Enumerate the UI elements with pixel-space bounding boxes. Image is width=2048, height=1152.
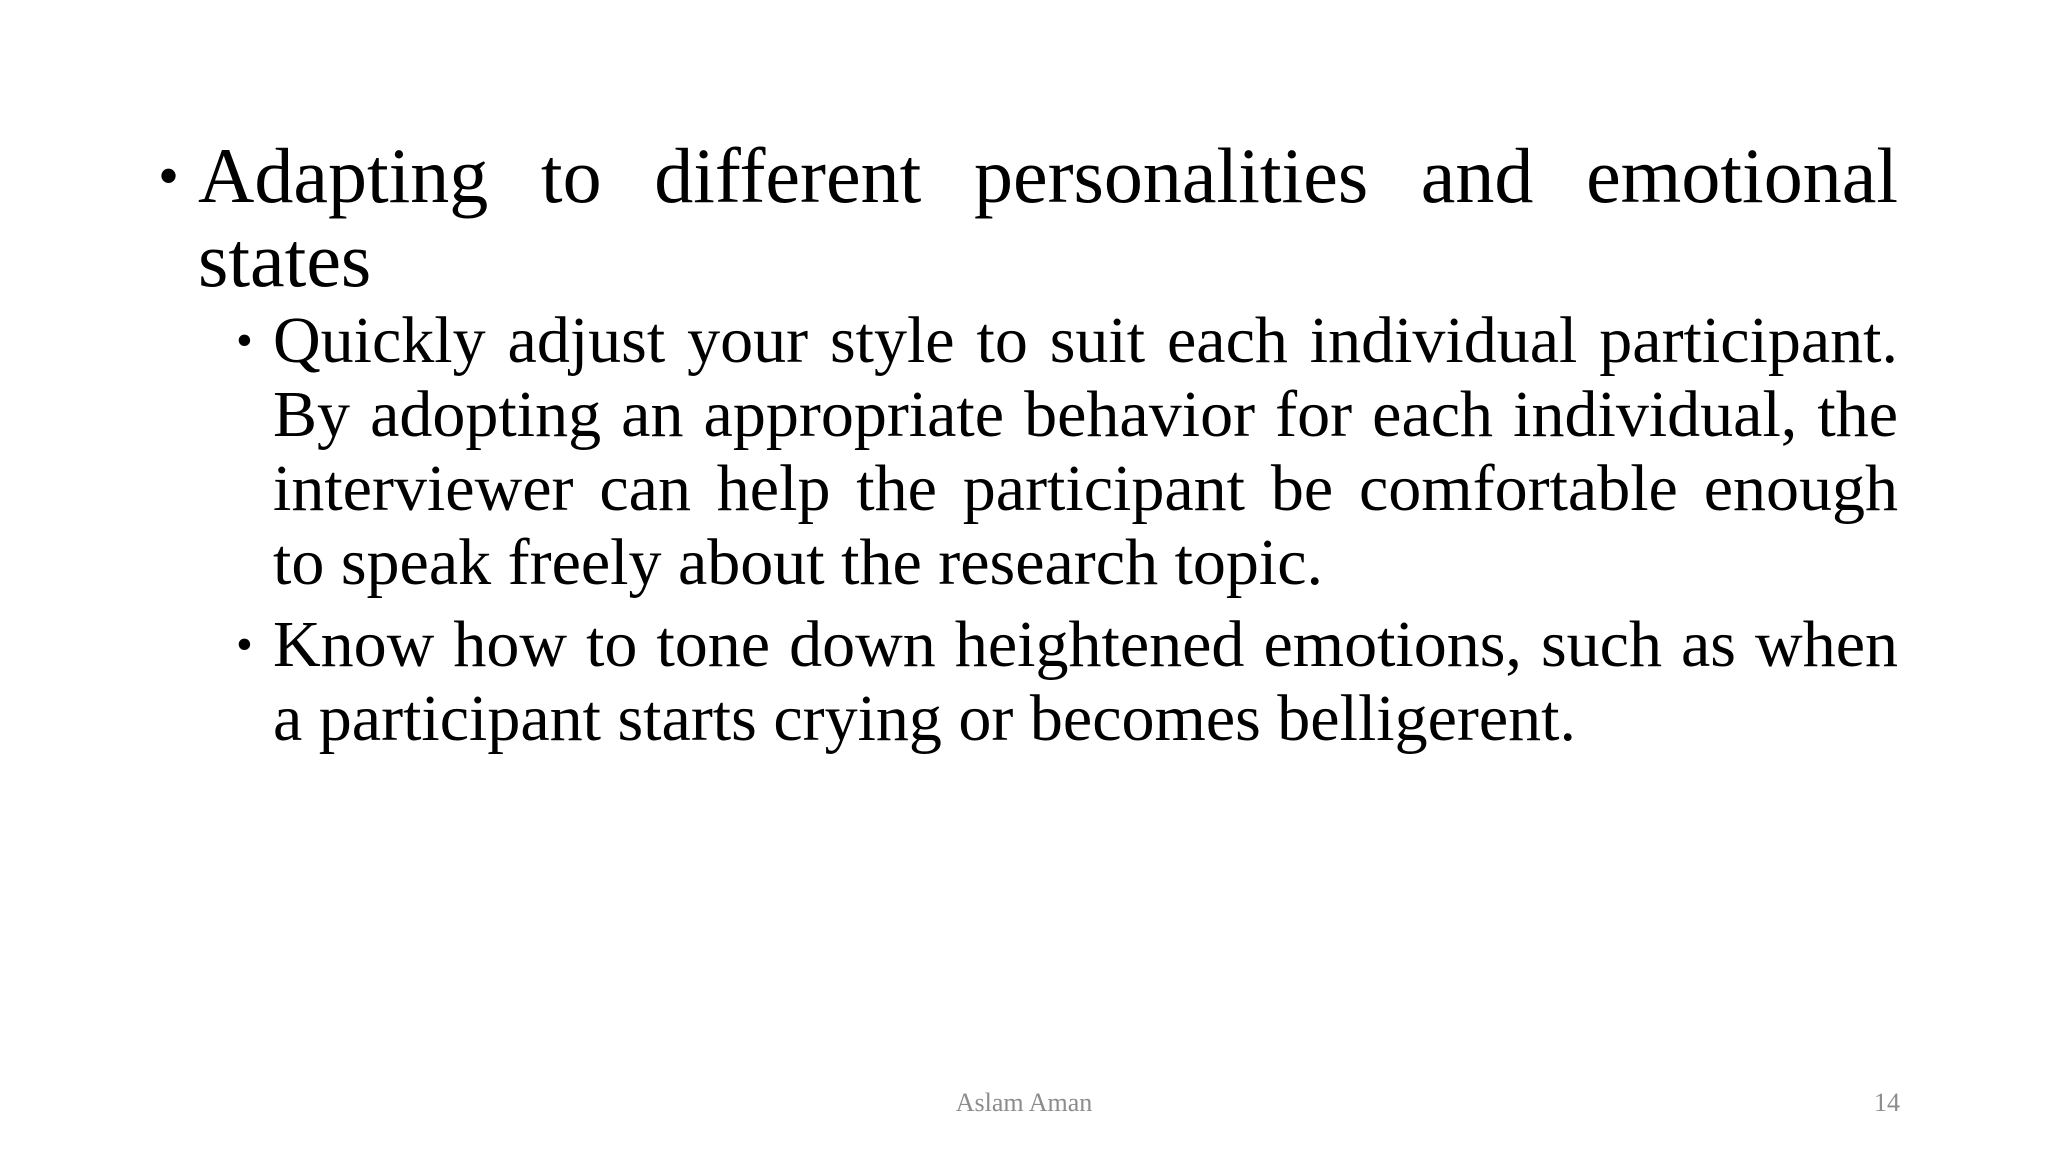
sub-bullet-list [236,304,1898,756]
sub-bullet-item [236,608,1898,756]
bullet-dot-icon: • [158,143,180,209]
bullet-dot-icon: • [236,618,253,671]
bullet-item [158,134,1898,302]
sub-bullet-text: Know how to tone down heightened emotions, such as when a participant starts crying or becomes belligerent. [273,608,1898,755]
slide-number: 14 [1874,1088,1900,1117]
footer-author: Aslam Aman [955,1088,1093,1117]
bullet-dot-icon: • [236,314,253,367]
bullet-text: Adapting to different personalities and emotional states [198,132,1898,303]
sub-bullet-item [236,304,1898,600]
slide-content [158,134,1898,756]
sub-bullet-text: Quickly adjust your style to suit each individual participant. By adopting an appropriate behavior for each individual, the interviewer can help the participant be comfortable enough to speak freely about the research topic. [273,304,1898,599]
